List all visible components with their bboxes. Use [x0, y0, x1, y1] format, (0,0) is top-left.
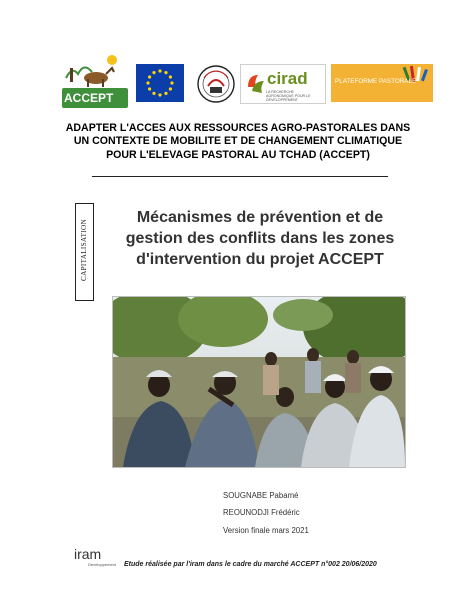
document-title-line: gestion des conflits dans les zones [125, 230, 395, 247]
cirad-logo [240, 64, 326, 104]
iram-logo-text: iram [74, 546, 102, 562]
author-name: REOUNODJI Frédéric [223, 508, 300, 517]
cirad-tagline: LA RECHERCHE AGRONOMIQUE POUR LE DÉVELOPPEMENT [266, 90, 311, 103]
iram-logo [74, 546, 124, 574]
ired-emblem-logo [196, 64, 236, 104]
capitalisation-label-box [75, 203, 94, 301]
program-title-line: POUR L'ELEVAGE PASTORAL AU TCHAD (ACCEPT) [106, 148, 370, 161]
iram-logo-subtext: Développement [88, 562, 117, 567]
accept-logo-text: ACCEPT [64, 91, 114, 105]
cirad-name: cirad [267, 69, 308, 88]
eu-flag-logo [136, 64, 184, 102]
pastorale-logo-text: PLATEFORME PASTORALE [335, 78, 417, 85]
version-line: Version finale mars 2021 [223, 526, 309, 535]
capitalisation-label: CAPITALISATION [80, 219, 88, 281]
meeting-photo [112, 296, 406, 468]
program-title-line: UN CONTEXTE DE MOBILITE ET DE CHANGEMENT CLIMATIQUE [73, 135, 403, 148]
document-title-line: d'intervention du projet ACCEPT [136, 251, 384, 268]
document-title [118, 207, 402, 270]
program-title-line: ADAPTER L'ACCES AUX RESSOURCES AGRO-PASTORALES DANS [65, 122, 411, 134]
accept-logo [62, 52, 128, 108]
document-title-line: Mécanismes de prévention et de [136, 209, 384, 226]
author-name: SOUGNABE Pabamé [223, 491, 299, 500]
footer-note: Etude réalisée par l'iram dans le cadre du marché ACCEPT n°002 20/06/2020 [124, 561, 377, 568]
title-divider [92, 176, 388, 177]
program-title [60, 122, 416, 162]
plateforme-pastorale-logo [331, 64, 433, 102]
